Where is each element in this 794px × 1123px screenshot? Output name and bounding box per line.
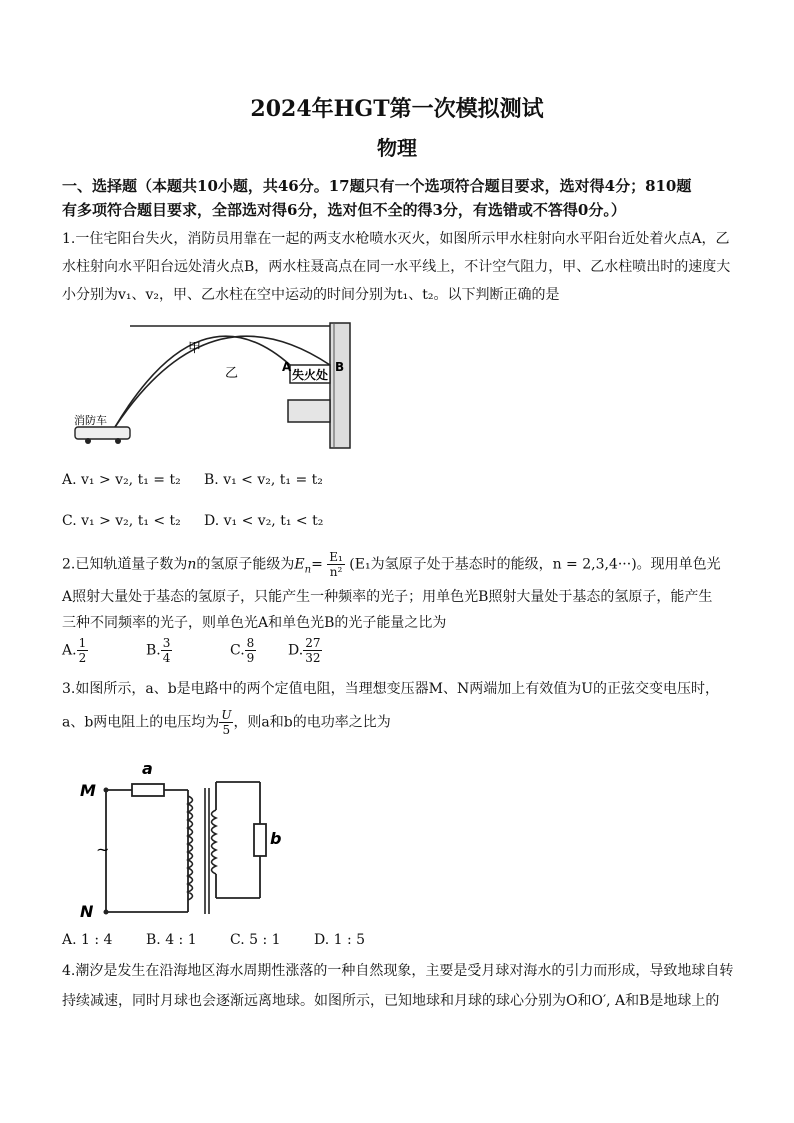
q4-text-line2: 持续减速，同时月球也会逐渐远离地球。如图所示，已知地球和月球的球心分别为O和O′, A和B是地球上的	[62, 993, 720, 1009]
q1-option-c[interactable]: C. v₁ > v₂, t₁ < t₂	[62, 513, 181, 529]
q1-option-a[interactable]: A. v₁ > v₂, t₁ = t₂	[62, 472, 181, 488]
q2-energy-fraction	[327, 550, 345, 579]
q2-frac-num: E₁	[329, 550, 343, 564]
q2-sub-n: n	[304, 564, 312, 576]
q2-text-line2: A照射大量处于基态的氢原子，只能产生一种频率的光子；用单色光B照射大量处于基态的氢原子，能产生	[62, 589, 713, 605]
q2-option-c-label: C.	[230, 642, 245, 659]
label-fire: 失火处	[292, 368, 329, 382]
ac-source-symbol: ~	[96, 840, 110, 859]
label-jia: 甲	[188, 341, 202, 356]
q2-option-c-den: 9	[246, 651, 255, 665]
q2-eq: =	[311, 556, 323, 573]
q3-option-d[interactable]: D. 1 : 5	[314, 932, 366, 948]
q3-line2-start: a、b两电阻上的电压均为	[62, 714, 220, 731]
subject-title: 物理	[377, 136, 417, 160]
q3-option-a[interactable]: A. 1 : 4	[62, 932, 113, 948]
q2-option-d[interactable]	[288, 636, 322, 665]
q2-mid: 的氢原子能级为	[196, 556, 295, 573]
q2-option-a-label: A.	[62, 642, 77, 659]
q2-option-b-label: B.	[146, 642, 161, 659]
q2-option-d-num: 27	[305, 636, 321, 650]
q2-symbol-n: n	[187, 556, 197, 573]
q4-text-line1: 4.潮汐是发生在沿海地区海水周期性涨落的一种自然现象，主要是受月球对海水的引力而形成，导致地球自转	[62, 963, 734, 979]
q2-text-line1	[62, 550, 742, 579]
q2-symbol-e: E	[294, 556, 305, 573]
q2-option-d-den: 32	[305, 651, 321, 665]
q2-option-c-frac	[245, 636, 257, 665]
q2-option-b-frac	[161, 636, 173, 665]
q2-option-b-num: 3	[162, 636, 171, 650]
q2-option-a-frac	[77, 636, 89, 665]
q2-option-b[interactable]	[146, 636, 172, 665]
q2-paren: (E₁为氢原子处于基态时的能级，n = 2,3,4···)。现用单色光	[349, 556, 721, 573]
q3-frac-num: U	[221, 708, 232, 722]
q2-option-b-den: 4	[162, 651, 171, 665]
q2-option-c[interactable]	[230, 636, 256, 665]
q1-text-line1: 1.一住宅阳台失火，消防员用靠在一起的两支水枪喷水灭火，如图所示甲水柱射向水平阳台近处着火点A，乙	[62, 231, 730, 247]
exam-title: 2024年HGT第一次模拟测试	[250, 96, 544, 122]
q2-option-a-den: 2	[78, 651, 87, 665]
q1-text-line2: 水柱射向水平阳台远处清火点B，两水柱聂高点在同一水平线上，不计空气阻力，甲、乙水柱喷出时的速度大	[62, 259, 731, 275]
q1-text-line3: 小分别为v₁、v₂，甲、乙水柱在空中运动的时间分别为t₁、t₂。以下判断正确的是	[62, 287, 560, 303]
q3-line2-end: ，则a和b的电功率之比为	[233, 714, 391, 731]
label-truck: 消防车	[74, 414, 107, 427]
q3-option-b[interactable]: B. 4 : 1	[146, 932, 197, 948]
q3-circuit-figure	[70, 752, 290, 927]
q2-option-c-num: 8	[246, 636, 255, 650]
circuit-label-a: a	[142, 759, 153, 778]
q2-option-d-label: D.	[288, 642, 304, 659]
q3-text-line1: 3.如图所示，a、b是电路中的两个定值电阻，当理想变压器M、N两端加上有效值为U的正弦交变电压时，	[62, 681, 720, 697]
q2-frac-den: n²	[329, 565, 343, 579]
q3-text-line2	[62, 708, 742, 737]
section-heading-line2: 有多项符合题目要求，全部选对得6分，选对但不全的得3分，有选错或不答得0分。）	[62, 201, 626, 219]
section-heading-line1: 一、选择题（本题共10小题，共46分。17题只有一个选项符合题目要求，选对得4分；810题	[62, 177, 692, 195]
q3-option-c[interactable]: C. 5 : 1	[230, 932, 281, 948]
label-point-b: B	[335, 360, 345, 374]
q1-option-d[interactable]: D. v₁ < v₂, t₁ < t₂	[204, 513, 324, 529]
q3-frac-den: 5	[222, 723, 231, 737]
label-yi: 乙	[225, 366, 239, 381]
label-point-a: A	[282, 360, 292, 374]
q1-option-b[interactable]: B. v₁ < v₂, t₁ = t₂	[204, 472, 323, 488]
q2-text-line3: 三种不同频率的光子，则单色光A和单色光B的光子能量之比为	[62, 615, 447, 631]
circuit-label-n: N	[80, 902, 94, 921]
q1-figure	[60, 315, 370, 450]
q2-option-a[interactable]	[62, 636, 88, 665]
q2-option-d-frac	[303, 636, 322, 665]
q2-intro: 2.已知轨道量子数为	[62, 556, 188, 573]
q2-option-a-num: 1	[78, 636, 87, 650]
circuit-label-b: b	[270, 829, 282, 848]
q3-voltage-fraction	[219, 708, 233, 737]
circuit-label-m: M	[80, 781, 96, 800]
